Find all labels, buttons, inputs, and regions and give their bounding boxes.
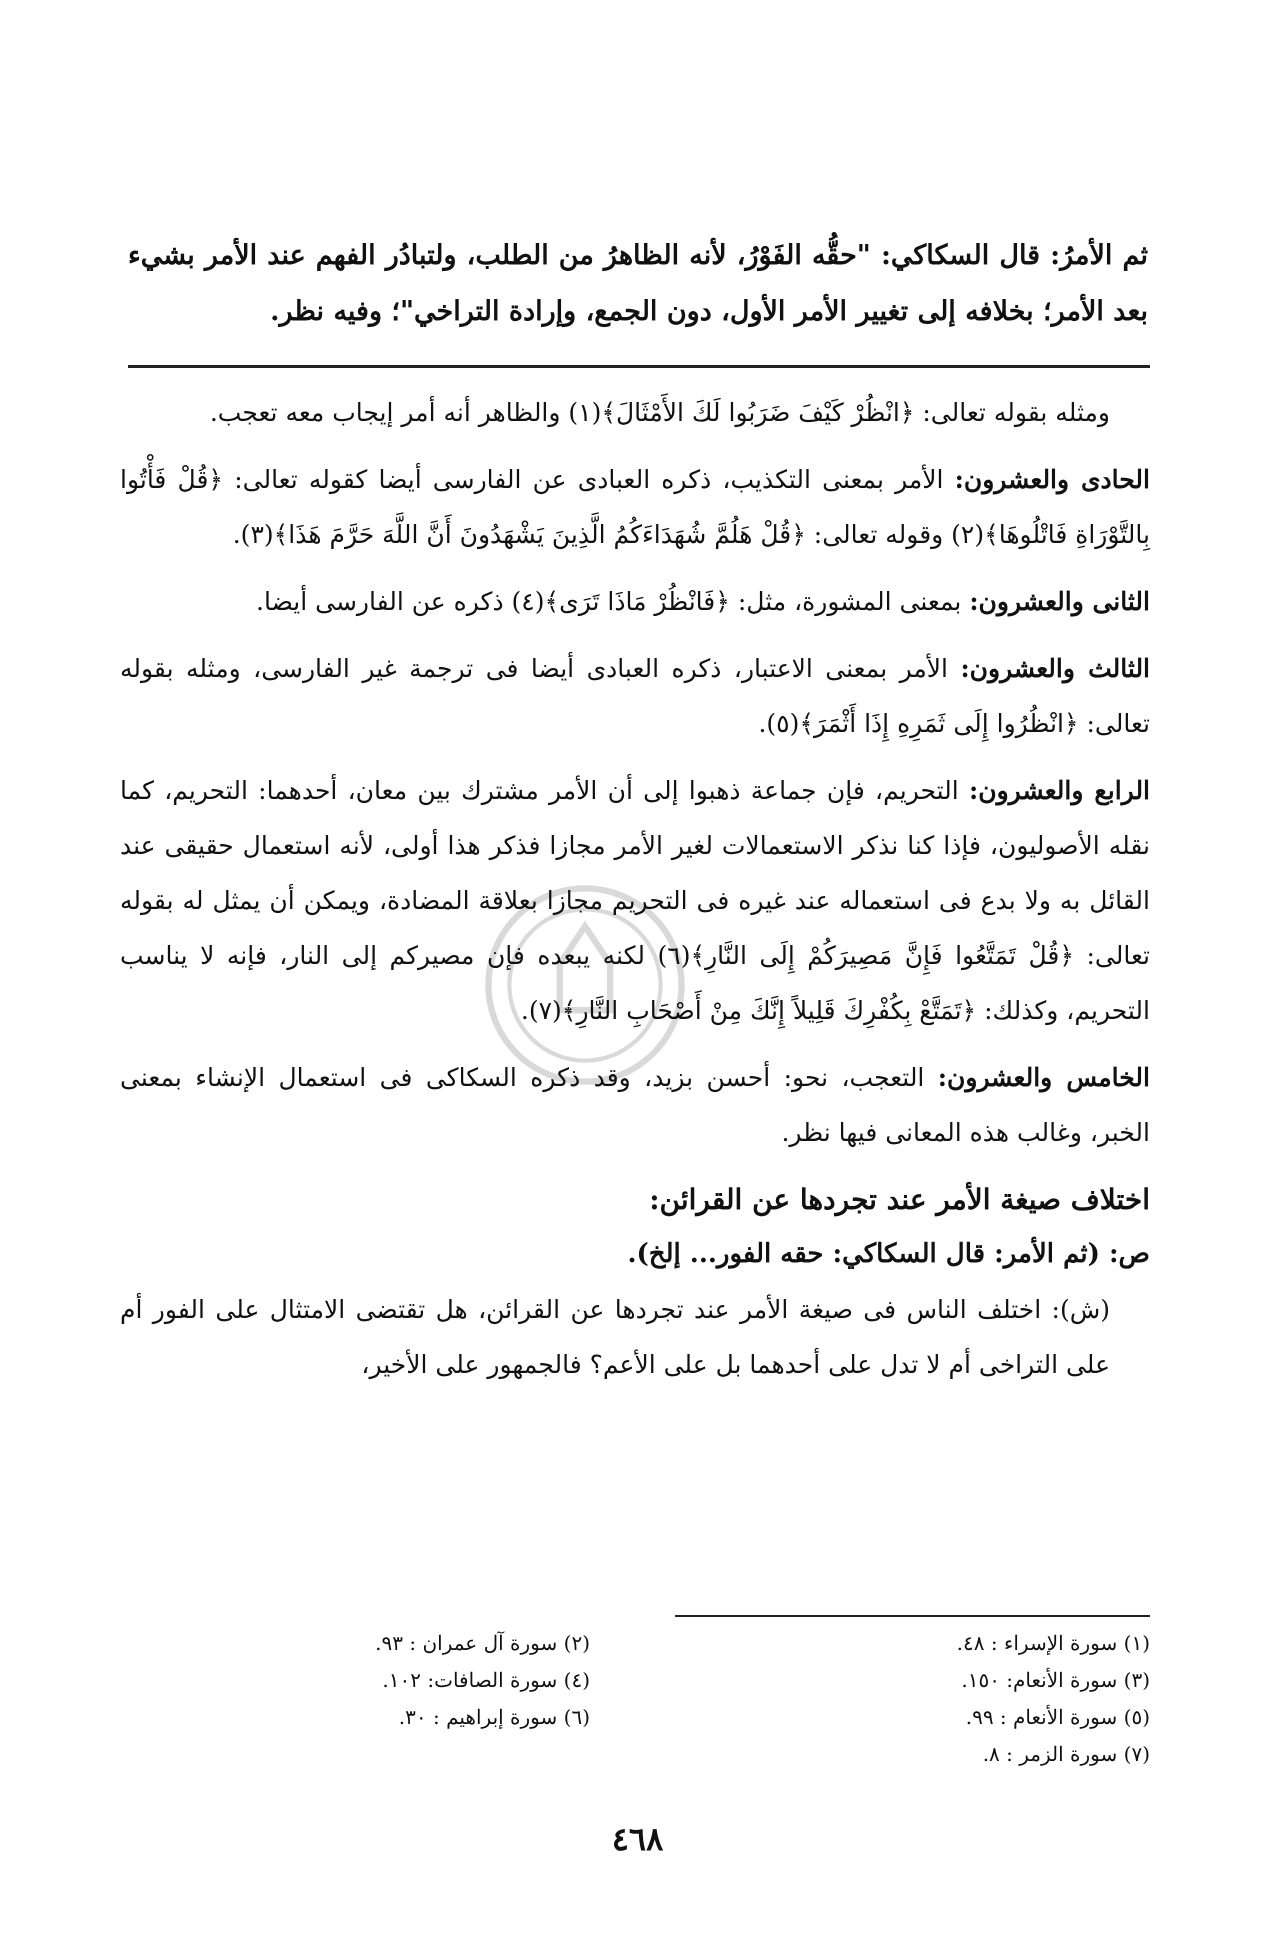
paragraph-text: ومثله بقوله تعالى: ﴿انْظُرْ كَيْفَ ضَرَبُوا لَكَ الأَمْثَالَ﴾(١) والظاهر أنه أمر إيجاب معه تعجب. [209, 398, 1110, 427]
page-number: ٤٦٨ [611, 1820, 664, 1858]
footnote-divider [675, 1615, 1150, 1617]
paragraph-text: بمعنى المشورة، مثل: ﴿فَانْظُرْ مَاذَا تَرَى﴾(٤) ذكره عن الفارسى أيضا. [256, 587, 970, 616]
footnote-item: (٦) سورة إبراهيم : ٣٠. [398, 1705, 590, 1729]
footnotes [280, 1625, 1150, 1773]
paragraph-text: التعجب، نحو: أحسن بزيد، وقد ذكره السكاكى فى استعمال الإنشاء بمعنى الخبر، وغالب هذه المعانى فيها نظر. [120, 1063, 1150, 1147]
paragraph-lead: الحادى والعشرون: [954, 465, 1150, 494]
footnote-item: (٢) سورة آل عمران : ٩٣. [375, 1631, 590, 1655]
footnote-item: (٣) سورة الأنعام: ١٥٠. [961, 1668, 1150, 1692]
paragraph-23 [120, 641, 1150, 751]
paragraph-24 [120, 763, 1150, 1038]
footnote-item: (٤) سورة الصافات: ١٠٢. [382, 1668, 590, 1692]
paragraph-22 [120, 574, 1150, 629]
paragraph-text: الأمر بمعنى الاعتبار، ذكره العبادى أيضا فى ترجمة غير الفارسى، ومثله بقوله تعالى: ﴿انْظُرُوا إِلَى ثَمَرِهِ إِذَا أَثْمَرَ﴾(٥). [120, 654, 1150, 738]
paragraph-25 [120, 1050, 1150, 1160]
footnote-item: (٧) سورة الزمر : ٨. [982, 1742, 1150, 1766]
footnote-item [280, 1736, 590, 1773]
paragraph-example [120, 385, 1150, 440]
paragraph-lead: الرابع والعشرون: [968, 776, 1151, 805]
body-text [120, 385, 1150, 1392]
paragraph-text: التحريم، فإن جماعة ذهبوا إلى أن الأمر مشترك بين معان، أحدهما: التحريم، كما نقله الأصوليون، فإذا كنا نذكر الاستعمالات لغير الأمر مجازا فذكر هذا أولى، لأنه استعمال حقيقى عند القائل به ولا بدع فى استعماله عند غيره فى التحريم مجازا بعلاقة المضادة، ويمكن أن يمثل له بقوله تعالى: ﴿قُلْ تَمَتَّعُوا فَإِنَّ مَصِيرَكُمْ إِلَى النَّارِ﴾(٦) لكنه يبعده فإن مصيركم إلى النار، فإنه لا يناسب التحريم، وكذلك: ﴿تَمَتَّعْ بِكُفْرِكَ قَلِيلاً إِنَّكَ مِنْ أَصْحَابِ النَّارِ﴾(٧). [120, 776, 1151, 1025]
footnote-row [280, 1699, 1150, 1736]
sad-quote-line: ص: (ثم الأمر: قال السكاكي: حقه الفور... إلخ). [627, 1239, 1150, 1269]
section-heading: اختلاف صيغة الأمر عند تجردها عن القرائن: [649, 1183, 1150, 1216]
footnote-row [280, 1736, 1150, 1773]
footnote-row [280, 1662, 1150, 1699]
paragraph-lead: الثانى والعشرون: [969, 587, 1150, 616]
matn-divider [128, 365, 1150, 368]
footnote-row [280, 1625, 1150, 1662]
footnote-item: (١) سورة الإسراء : ٤٨. [956, 1631, 1150, 1655]
paragraph-21 [120, 452, 1150, 562]
footnote-item: (٥) سورة الأنعام : ٩٩. [965, 1705, 1150, 1729]
sharh-text: (ش): اختلف الناس فى صيغة الأمر عند تجردها عن القرائن، هل تقتضى الامتثال على الفور أم على التراخى أم لا تدل على أحدهما بل على الأعم؟ فالجمهور على الأخير، [120, 1295, 1110, 1379]
matn-text: ثم الأمرُ: قال السكاكي: "حقُّه الفَوْرُ، لأنه الظاهرُ من الطلب، ولتبادُر الفهم عند الأمر بشيء بعد الأمر؛ بخلافه إلى تغيير الأمر الأول، دون الجمع، وإرادة التراخي"؛ وفيه نظر. [128, 240, 1148, 327]
paragraph-lead: الخامس والعشرون: [937, 1063, 1150, 1092]
paragraph-lead: الثالث والعشرون: [960, 654, 1151, 683]
paragraph-text: الأمر بمعنى التكذيب، ذكره العبادى عن الفارسى أيضا كقوله تعالى: ﴿قُلْ فَأْتُوا بِالتَّوْرَاةِ فَاتْلُوهَا﴾(٢) وقوله تعالى: ﴿قُلْ هَلُمَّ شُهَدَاءَكُمُ الَّذِينَ يَشْهَدُونَ أَنَّ اللَّهَ حَرَّمَ هَذَا﴾(٣). [120, 465, 1150, 549]
